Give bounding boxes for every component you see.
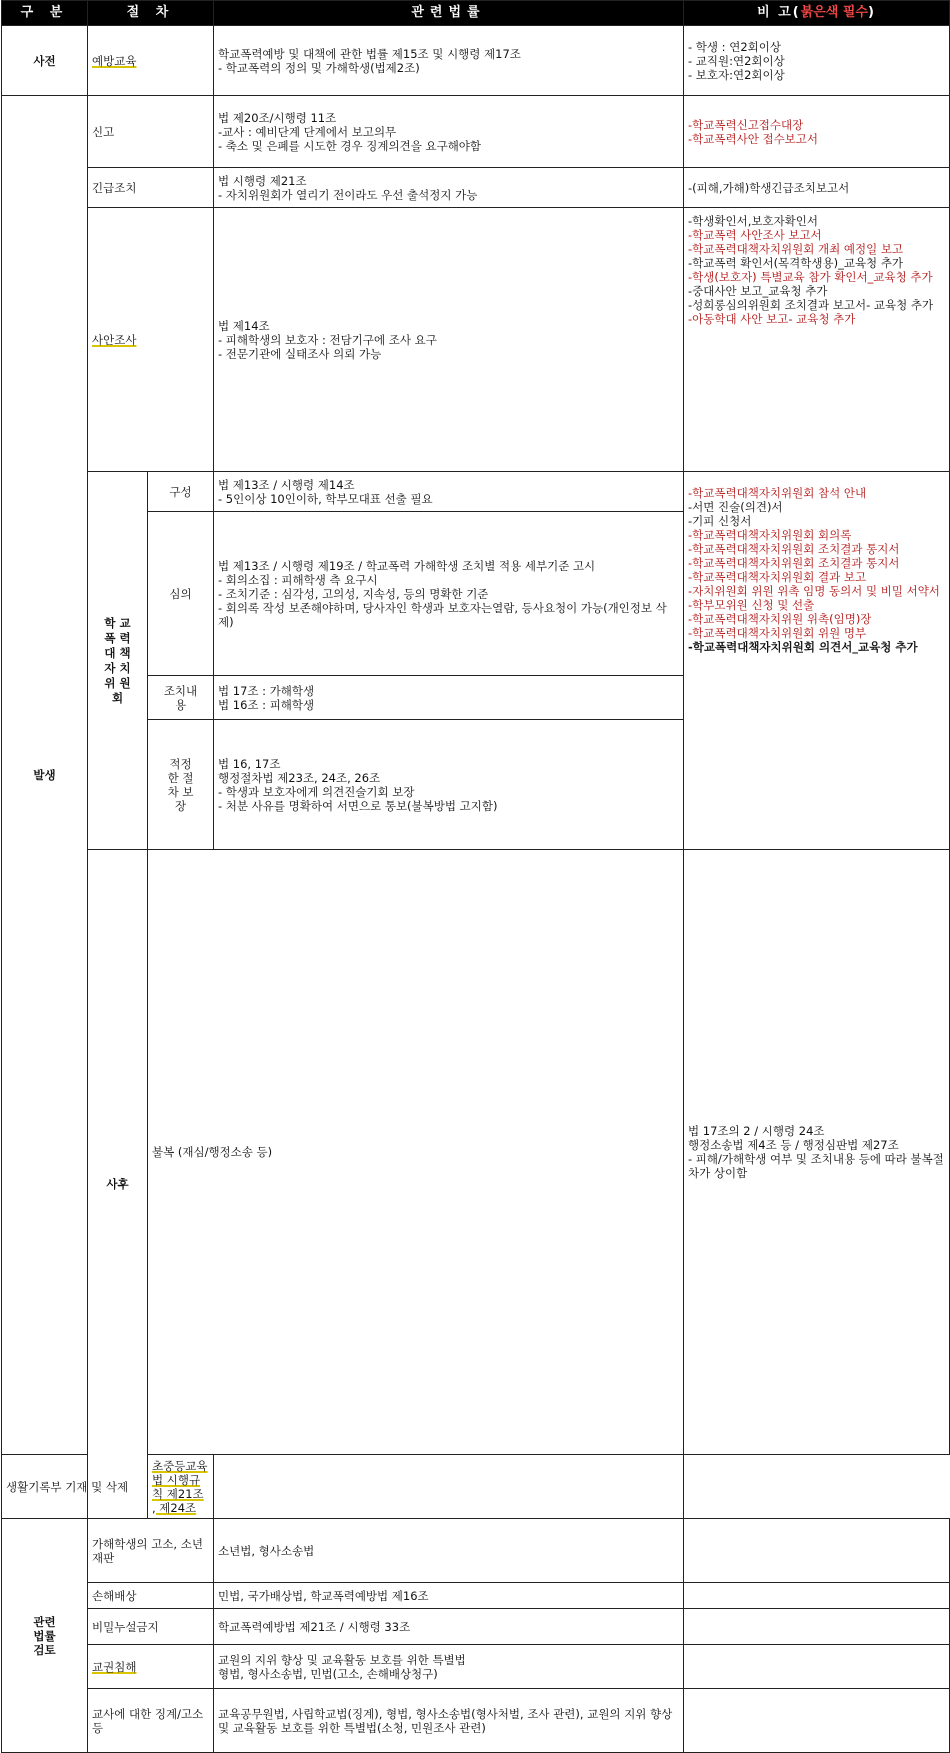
note-committee: -학교폭력대책자치위원회 참석 안내 -서면 진술(의견)서 -기피 신청서 -학교폭력대책자치위원회 회의록 -학교폭력대책자치위원회 조치결과 통지서 -학교폭력대책자치위원회 조치결과 통지서 -학교폭력대책자치위원회 결과 보고 -자치위원회 위원 위촉 임명 동의서 및 비밀 서약서 -학부모위원 신청 및 선출 -학교폭력대책자치위원 위촉(임명)장 -학교폭력대책자치위원회 위원 명부 -학교폭력대책자치위원회 의견서_교육청 추가 — [684, 472, 950, 850]
row-confidentiality — [2, 1609, 950, 1645]
header-law: 관련법률 — [214, 1, 684, 26]
category-occurrence: 발생 — [2, 96, 88, 1455]
row-committee-composition — [2, 472, 950, 512]
law-teacher-rights: 교원의 지위 향상 및 교육활동 보호를 위한 특별법 형법, 형사소송법, 민법(고소, 손해배상청구) — [214, 1645, 684, 1689]
law-emergency: 법 시행령 제21조 - 자치위원회가 열리기 전이라도 우선 출석정지 가능 — [214, 168, 684, 208]
law-measures: 법 17조 : 가해학생 법 16조 : 피해학생 — [214, 676, 684, 720]
category-prevention: 사전 — [2, 26, 88, 96]
note-emergency: -(피해,가해)학생긴급조치보고서 — [684, 168, 950, 208]
law-composition: 법 제13조 / 시행령 제14조 - 5인이상 10인이하, 학부모대표 선출 필요 — [214, 472, 684, 512]
category-legal: 관련 법률 검토 — [2, 1519, 88, 1753]
header-category: 구 분 — [2, 1, 88, 26]
header-note: 비 고(붉은색 필수) — [684, 1, 950, 26]
row-investigation — [2, 208, 950, 472]
procedure-measures: 조치내용 — [148, 676, 214, 720]
procedure-emergency: 긴급조치 — [88, 168, 214, 208]
row-teacher-rights — [2, 1645, 950, 1689]
law-confidentiality: 학교폭력예방법 제21조 / 시행령 33조 — [214, 1609, 684, 1645]
procedure-prevention: 예방교육 — [88, 26, 214, 96]
note-prevention: - 학생 : 연2회이상 - 교직원:연2회이상 - 보호자:연2회이상 — [684, 26, 950, 96]
law-report: 법 제20조/시행령 11조 -교사 : 예비단계 단계에서 보고의무 - 축소 및 은폐를 시도한 경우 징계의견을 요구해야함 — [214, 96, 684, 168]
committee-label: 학 교 폭 력 대 책 자 치 위 원 회 — [88, 472, 148, 850]
note-investigation: -학생확인서,보호자확인서 -학교폭력 사안조사 보고서 -학교폭력대책자치위원회 개최 예정일 보고 -학교폭력 확인서(목격학생용)_교육청 추가 -학생(보호자) 특별교육 참가 확인서_교육청 추가 -중대사안 보고_교육청 추가 -성희롱심의위원회 조치결과 보고서- 교육청 추가 -아동학대 사안 보고- 교육청 추가 — [684, 208, 950, 472]
row-report — [2, 96, 950, 168]
law-prosecution: 소년법, 형사소송법 — [214, 1519, 684, 1583]
procedure-teacher-discipline: 교사에 대한 징계/고소 등 — [88, 1689, 214, 1753]
row-appeal — [2, 850, 950, 1455]
note-records — [214, 1455, 684, 1519]
school-violence-procedure-table — [1, 0, 950, 1753]
law-deliberation: 법 제13조 / 시행령 제19조 / 학교폭력 가해학생 조치별 적용 세부기준 고시 - 회의소집 : 피해학생 측 요구시 - 조치기준 : 심각성, 고의성, 지속성, 등의 명확한 기준 - 회의록 작성 보존해야하며, 당사자인 학생과 보호자는열람, 등사요청이 가능(개인정보 삭제) — [214, 512, 684, 676]
law-teacher-discipline: 교육공무원법, 사립학교법(징계), 형법, 형사소송법(형사처벌, 조사 관련), 교원의 지위 향상 및 교육활동 보호를 위한 특별법(소청, 민원조사 관련) — [214, 1689, 684, 1753]
category-post: 사후 — [88, 850, 148, 1519]
procedure-appeal: 불복 (재심/행정소송 등) — [148, 850, 684, 1455]
row-prevention — [2, 26, 950, 96]
law-appeal: 법 17조의 2 / 시행령 24조 행정소송법 제4조 등 / 행정심판법 제27조 - 피해/가해학생 여부 및 조치내용 등에 따라 불복절차가 상이함 — [684, 850, 950, 1455]
procedure-records: 생활기록부 기재 및 삭제 — [2, 1455, 148, 1519]
row-teacher-discipline — [2, 1689, 950, 1753]
row-prosecution — [2, 1519, 950, 1583]
note-confidentiality — [684, 1609, 950, 1645]
procedure-damages: 손해배상 — [88, 1583, 214, 1609]
law-investigation: 법 제14조 - 피해학생의 보호자 : 전담기구에 조사 요구 - 전문기관에 실태조사 의뢰 가능 — [214, 208, 684, 472]
procedure-deliberation: 심의 — [148, 512, 214, 676]
row-damages — [2, 1583, 950, 1609]
note-teacher-rights — [684, 1645, 950, 1689]
law-records: 초중등교육법 시행규칙 제21조 , 제24조 — [148, 1455, 214, 1519]
procedure-prosecution: 가해학생의 고소, 소년재판 — [88, 1519, 214, 1583]
note-prosecution — [684, 1519, 950, 1583]
procedure-teacher-rights: 교권침해 — [88, 1645, 214, 1689]
row-emergency — [2, 168, 950, 208]
law-prevention: 학교폭력예방 및 대책에 관한 법률 제15조 및 시행령 제17조 - 학교폭력의 정의 및 가해학생(법제2조) — [214, 26, 684, 96]
note-teacher-discipline — [684, 1689, 950, 1753]
law-due-process: 법 16, 17조 행정절차법 제23조, 24조, 26조 - 학생과 보호자에게 의견진술기회 보장 - 처분 사유를 명확하여 서면으로 통보(불복방법 고지함) — [214, 720, 684, 850]
procedure-report: 신고 — [88, 96, 214, 168]
procedure-investigation: 사안조사 — [88, 208, 214, 472]
procedure-confidentiality: 비밀누설금지 — [88, 1609, 214, 1645]
header-row — [2, 1, 950, 26]
note-report: -학교폭력신고접수대장 -학교폭력사안 접수보고서 — [684, 96, 950, 168]
note-damages — [684, 1583, 950, 1609]
law-damages: 민법, 국가배상법, 학교폭력예방법 제16조 — [214, 1583, 684, 1609]
header-note-required: 붉은색 필수 — [800, 5, 868, 20]
procedure-due-process: 적정한 절차 보장 — [148, 720, 214, 850]
procedure-composition: 구성 — [148, 472, 214, 512]
header-procedure: 절 차 — [88, 1, 214, 26]
row-records — [2, 1455, 950, 1519]
